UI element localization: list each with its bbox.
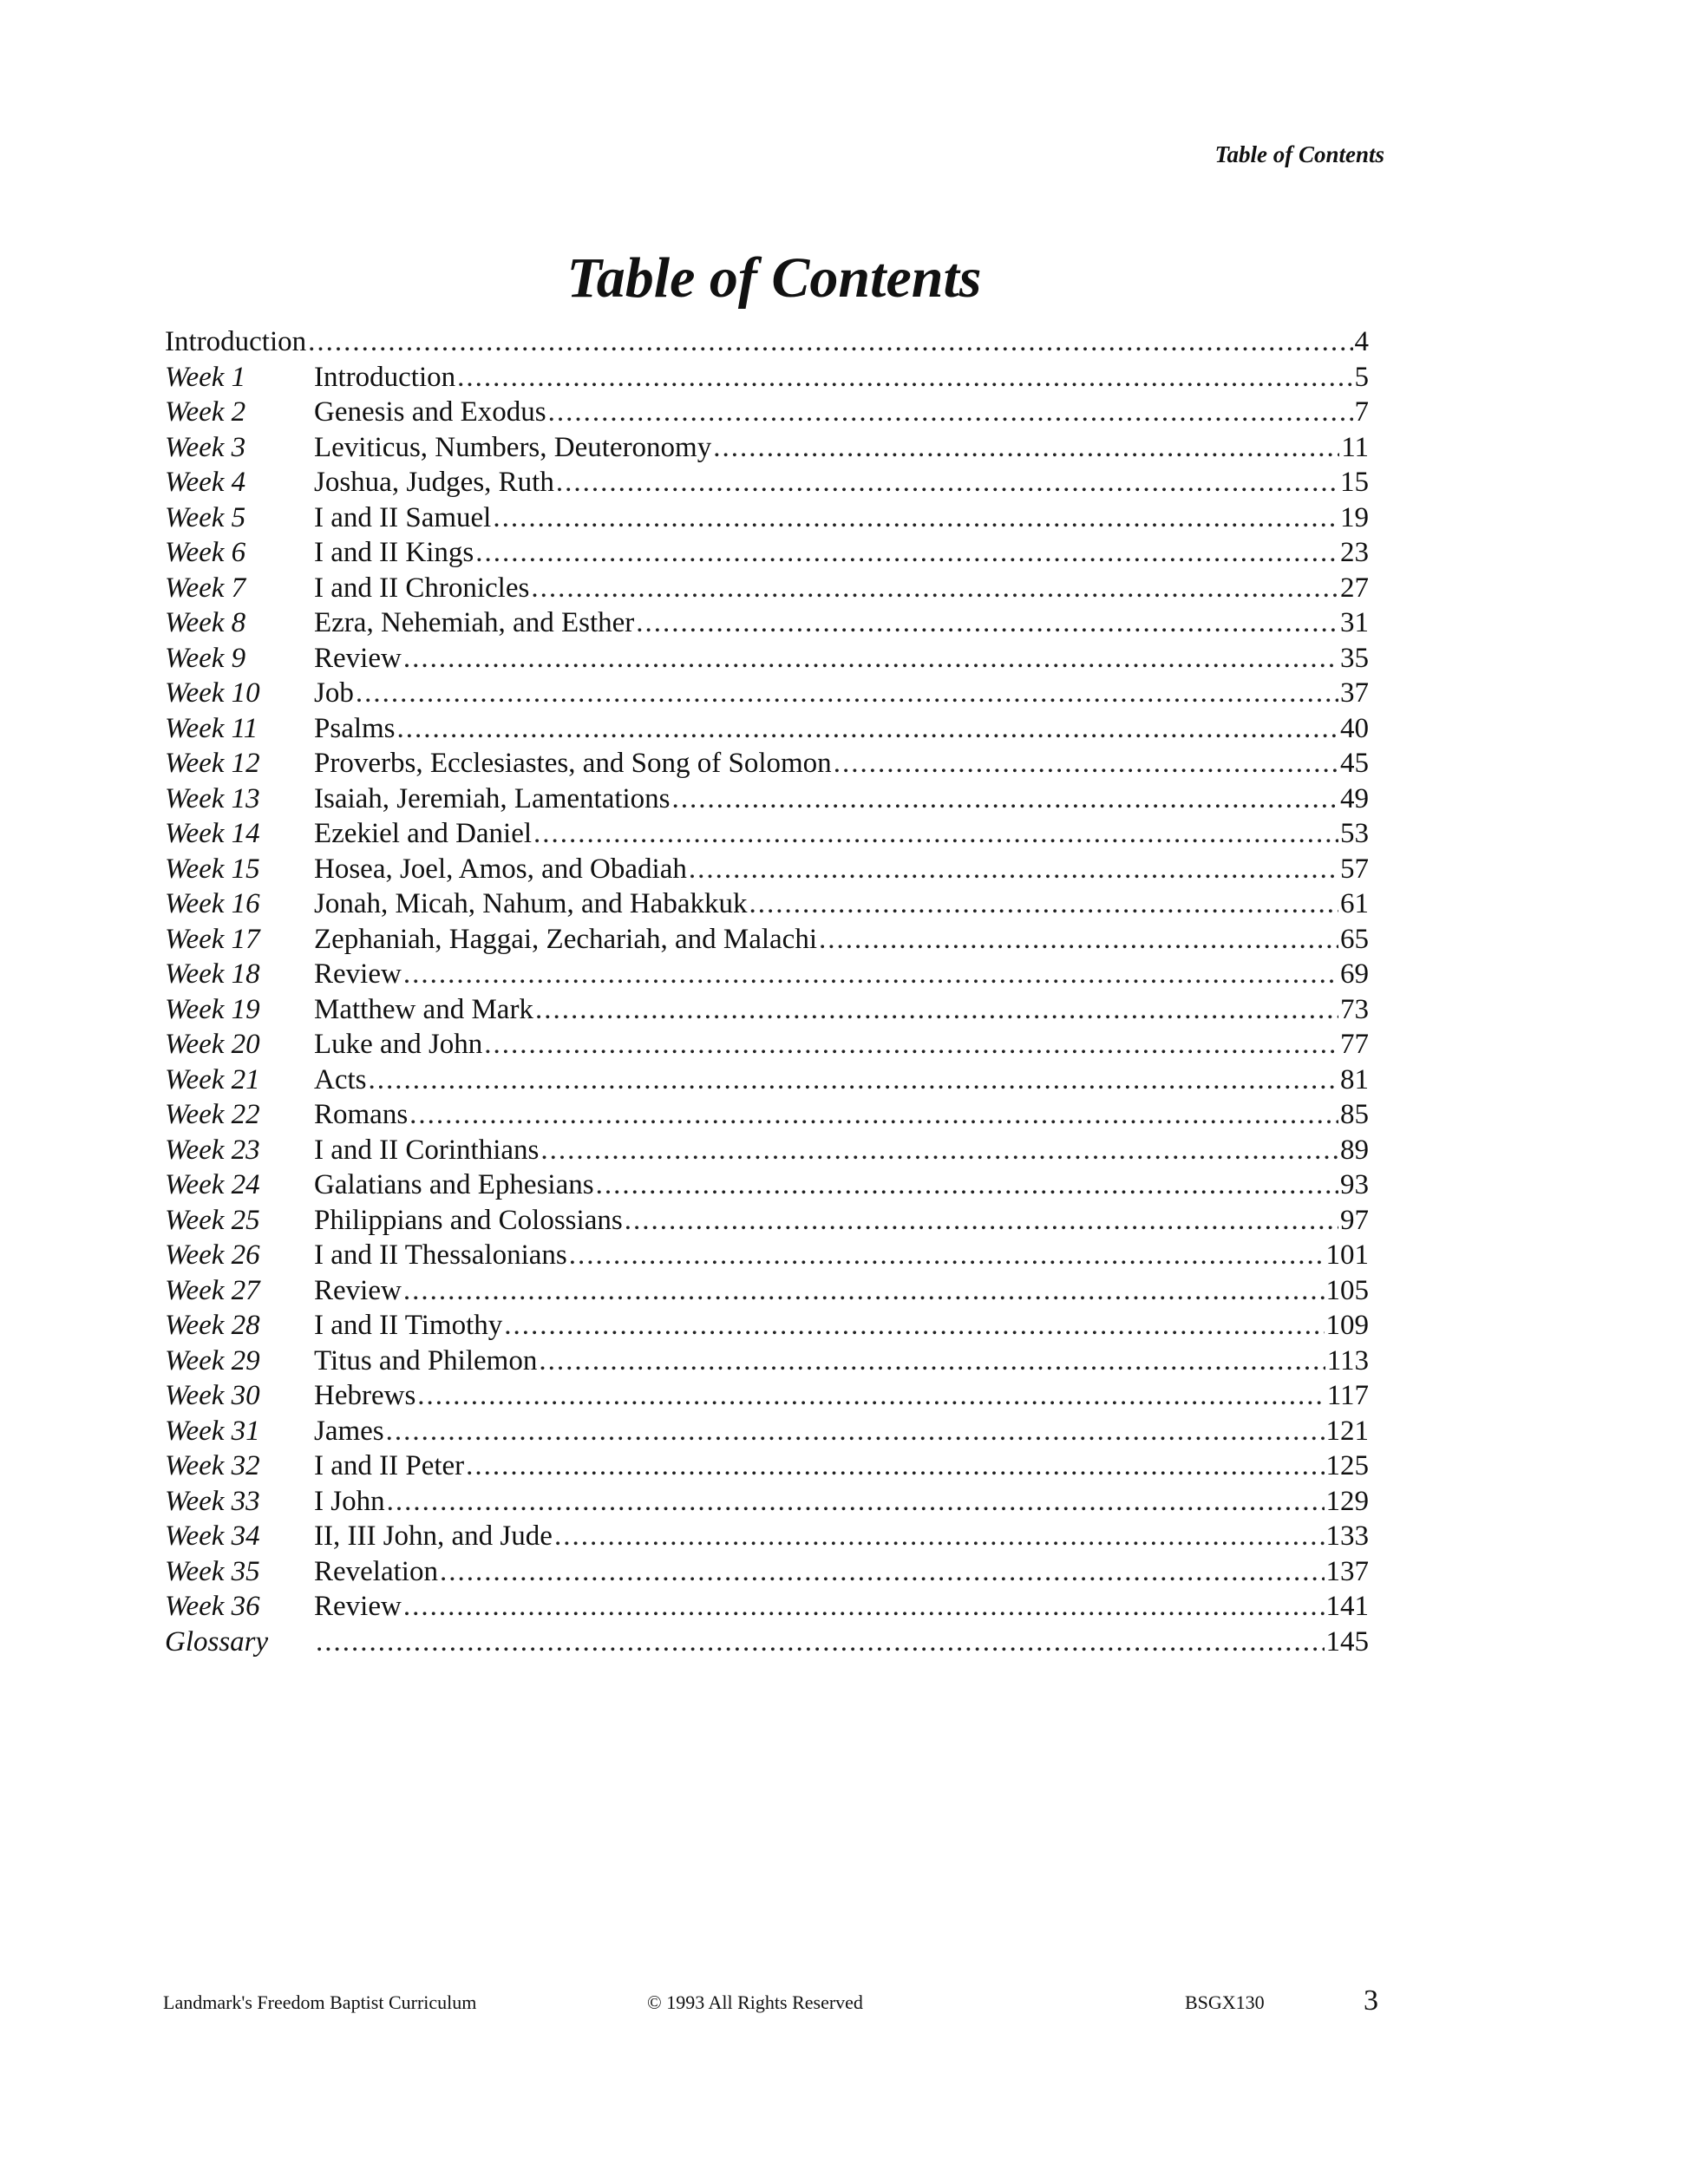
toc-entry-title: I and II Corinthians — [314, 1134, 540, 1166]
toc-dot-leader — [417, 1378, 1325, 1413]
toc-entry-page: 141 — [1325, 1591, 1369, 1622]
toc-entry-page: 77 — [1340, 1029, 1369, 1060]
toc-entry-title: Romans — [314, 1099, 409, 1130]
toc-entry-label: Week 20 — [165, 1029, 260, 1060]
footer-code: BSGX130 — [1185, 1991, 1265, 2013]
toc-row[interactable] — [165, 605, 1369, 641]
toc-entry-title: Job — [314, 677, 354, 709]
toc-entry-label: Week 15 — [165, 853, 260, 885]
toc-entry-label: Week 29 — [165, 1344, 260, 1376]
toc-row[interactable] — [165, 1344, 1369, 1379]
toc-entry-page: 73 — [1340, 993, 1369, 1025]
toc-entry-page: 40 — [1340, 712, 1369, 744]
footer-curriculum: Landmark's Freedom Baptist Curriculum — [163, 1991, 477, 2013]
toc-entry-title: Introduction — [314, 361, 456, 393]
toc-entry-label: Week 1 — [165, 361, 246, 393]
toc-entry-label: Week 33 — [165, 1485, 260, 1517]
toc-entry-page: 125 — [1325, 1450, 1369, 1481]
toc-dot-leader — [554, 1519, 1325, 1553]
toc-entry-label: Week 16 — [165, 888, 260, 919]
toc-entry-page: 7 — [1354, 396, 1369, 428]
toc-entry-page: 37 — [1340, 677, 1369, 709]
toc-row[interactable] — [165, 1273, 1369, 1309]
toc-entry-title: Jonah, Micah, Nahum, and Habakkuk — [314, 888, 748, 919]
toc-dot-leader — [387, 1484, 1325, 1519]
toc-entry-page: 4 — [1354, 326, 1369, 357]
toc-entry-label: Week 14 — [165, 818, 260, 849]
toc-entry-page: 137 — [1325, 1555, 1369, 1587]
toc-dot-leader — [531, 571, 1338, 605]
toc-dot-leader — [548, 395, 1353, 429]
toc-row[interactable] — [165, 500, 1369, 536]
toc-entry-label: Week 2 — [165, 396, 246, 428]
toc-dot-leader — [356, 676, 1338, 710]
toc-dot-leader — [457, 360, 1352, 395]
toc-entry-title: I and II Peter — [314, 1450, 465, 1481]
toc-entry-page: 5 — [1354, 361, 1369, 393]
toc-entry-title: Review — [314, 1591, 402, 1622]
toc-dot-leader — [504, 1308, 1324, 1343]
toc-entry-label: Week 19 — [165, 993, 260, 1025]
toc-entry-label: Week 24 — [165, 1169, 260, 1200]
toc-entry-title: Genesis and Exodus — [314, 396, 546, 428]
toc-row[interactable] — [165, 465, 1369, 500]
toc-entry-label: Week 8 — [165, 607, 246, 638]
toc-entry-page: 145 — [1325, 1625, 1369, 1658]
toc-row[interactable] — [165, 1484, 1369, 1520]
toc-entry-page: 101 — [1325, 1239, 1369, 1271]
toc-entry-label: Week 30 — [165, 1380, 260, 1411]
toc-row[interactable] — [165, 360, 1369, 396]
toc-dot-leader — [556, 465, 1338, 500]
toc-row[interactable] — [165, 571, 1369, 606]
toc-row[interactable] — [165, 1519, 1369, 1554]
toc-dot-leader — [749, 886, 1338, 921]
toc-entry-title: Galatians and Ephesians — [314, 1169, 594, 1200]
toc-entry-label: Week 22 — [165, 1099, 260, 1130]
toc-dot-leader — [440, 1554, 1325, 1589]
toc-row[interactable] — [165, 886, 1369, 922]
toc-row[interactable] — [165, 816, 1369, 852]
toc-entry-page: 97 — [1340, 1204, 1369, 1236]
toc-row[interactable] — [165, 1097, 1369, 1133]
page-title: Table of Contents — [566, 246, 982, 310]
toc-entry-label: Week 34 — [165, 1520, 260, 1552]
footer-copyright: © 1993 All Rights Reserved — [647, 1991, 863, 2013]
toc-entry-title: Titus and Philemon — [314, 1344, 538, 1376]
toc-dot-leader — [475, 535, 1338, 570]
toc-row[interactable] — [165, 1378, 1369, 1414]
toc-entry-page: 15 — [1340, 467, 1369, 498]
toc-entry-label: Week 9 — [165, 642, 246, 674]
toc-entry-label: Week 11 — [165, 712, 258, 744]
toc-dot-leader — [689, 852, 1338, 886]
toc-row[interactable] — [165, 992, 1369, 1028]
toc-row[interactable] — [165, 1554, 1369, 1590]
toc-entry-page: 57 — [1340, 853, 1369, 885]
toc-entry-title: Zephaniah, Haggai, Zechariah, and Malachi — [314, 923, 817, 955]
toc-entry-title: Proverbs, Ecclesiastes, and Song of Solomon — [314, 748, 832, 779]
toc-intro-row[interactable] — [165, 324, 1369, 360]
toc-entry-page: 113 — [1326, 1344, 1369, 1376]
toc-entry-title: I and II Samuel — [314, 501, 492, 533]
toc-entry-label: Week 12 — [165, 748, 260, 779]
toc-dot-leader — [834, 746, 1338, 781]
toc-row[interactable] — [165, 1589, 1369, 1625]
toc-entry-title: Joshua, Judges, Ruth — [314, 467, 554, 498]
toc-entry-title: Review — [314, 1274, 402, 1306]
toc-dot-leader — [672, 781, 1338, 816]
toc-entry-title: Isaiah, Jeremiah, Lamentations — [314, 782, 671, 814]
toc-row[interactable] — [165, 711, 1369, 747]
toc-row[interactable] — [165, 1238, 1369, 1273]
toc-entry-page: 69 — [1340, 958, 1369, 990]
toc-entry-title: Ezra, Nehemiah, and Esther — [314, 607, 635, 638]
toc-entry-page: 35 — [1340, 642, 1369, 674]
toc-entry-title: Introduction — [165, 326, 307, 357]
toc-entry-page: 81 — [1340, 1063, 1369, 1095]
toc-entry-title: Hosea, Joel, Amos, and Obadiah — [314, 853, 687, 885]
toc-entry-title: Philippians and Colossians — [314, 1204, 623, 1236]
toc-entry-page: 31 — [1340, 607, 1369, 638]
toc-row[interactable] — [165, 1133, 1369, 1168]
toc-entry-page: 49 — [1340, 782, 1369, 814]
toc-entry-title: James — [314, 1415, 384, 1447]
toc-entry-label: Glossary — [165, 1625, 269, 1658]
toc-entry-page: 85 — [1340, 1099, 1369, 1130]
toc-entry-page: 27 — [1340, 572, 1369, 604]
toc-dot-leader — [409, 1097, 1338, 1132]
toc-dot-leader — [403, 957, 1338, 991]
toc-entry-page: 61 — [1340, 888, 1369, 919]
toc-dot-leader — [535, 992, 1338, 1027]
toc-entry-title: I and II Chronicles — [314, 572, 530, 604]
toc-entry-title: Hebrews — [314, 1380, 416, 1411]
toc-dot-leader — [369, 1063, 1339, 1097]
toc-entry-label: Week 26 — [165, 1239, 260, 1271]
toc-entry-label: Week 17 — [165, 923, 260, 955]
toc-dot-leader — [493, 500, 1338, 535]
toc-entry-page: 45 — [1340, 748, 1369, 779]
toc-dot-leader — [540, 1133, 1338, 1167]
toc-entry-page: 117 — [1326, 1380, 1369, 1411]
toc-entry-label: Week 32 — [165, 1450, 260, 1481]
toc-entry-page: 23 — [1340, 537, 1369, 568]
toc-dot-leader — [403, 641, 1338, 676]
toc-row[interactable] — [165, 922, 1369, 958]
toc-row[interactable] — [165, 1027, 1369, 1063]
toc-entry-label: Week 23 — [165, 1134, 260, 1166]
toc-row[interactable] — [165, 641, 1369, 677]
toc-dot-leader — [316, 1625, 1325, 1659]
toc-entry-page: 65 — [1340, 923, 1369, 955]
toc-row[interactable] — [165, 535, 1369, 571]
page-footer — [0, 1985, 1688, 2019]
toc-entry-title: I John — [314, 1485, 385, 1517]
toc-entry-page: 89 — [1340, 1134, 1369, 1166]
toc-dot-leader — [466, 1448, 1324, 1483]
toc-dot-leader — [403, 1589, 1325, 1624]
toc-entry-title: Acts — [314, 1063, 367, 1095]
toc-entry-page: 19 — [1340, 501, 1369, 533]
toc-dot-leader — [397, 711, 1338, 746]
toc-entry-label: Week 6 — [165, 537, 246, 568]
toc-entry-title: I and II Thessalonians — [314, 1239, 567, 1271]
toc-dot-leader — [308, 324, 1352, 359]
toc-entry-label: Week 18 — [165, 958, 260, 990]
toc-entry-page: 133 — [1325, 1520, 1369, 1552]
toc-entry-title: II, III John, and Jude — [314, 1520, 553, 1552]
toc-entry-title: Review — [314, 958, 402, 990]
toc-entry-page: 129 — [1325, 1485, 1369, 1517]
toc-row[interactable] — [165, 1167, 1369, 1203]
toc-entry-label: Week 27 — [165, 1274, 260, 1306]
toc-row[interactable] — [165, 1448, 1369, 1484]
toc-entry-label: Week 21 — [165, 1063, 260, 1095]
toc-entry-label: Week 25 — [165, 1204, 260, 1236]
toc-entry-title: Psalms — [314, 712, 396, 744]
toc-entry-title: Leviticus, Numbers, Deuteronomy — [314, 431, 712, 463]
toc-row[interactable] — [165, 676, 1369, 711]
toc-entry-label: Week 36 — [165, 1591, 260, 1622]
toc-entry-label: Week 4 — [165, 467, 246, 498]
toc-entry-label: Week 13 — [165, 782, 260, 814]
toc-dot-leader — [819, 922, 1338, 957]
toc-entry-label: Week 7 — [165, 572, 246, 604]
toc-row[interactable] — [165, 957, 1369, 992]
toc-dot-leader — [625, 1203, 1338, 1238]
toc-dot-leader — [636, 605, 1338, 640]
table-of-contents — [165, 324, 1369, 1659]
toc-row[interactable] — [165, 1414, 1369, 1449]
toc-entry-label: Week 35 — [165, 1555, 260, 1587]
toc-entry-page: 121 — [1325, 1415, 1369, 1447]
toc-entry-page: 93 — [1340, 1169, 1369, 1200]
toc-entry-page: 53 — [1340, 818, 1369, 849]
toc-dot-leader — [713, 430, 1339, 465]
toc-row[interactable] — [165, 430, 1369, 466]
page-number: 3 — [1364, 1985, 1378, 2017]
toc-row[interactable] — [165, 746, 1369, 781]
toc-row[interactable] — [165, 1063, 1369, 1098]
running-header: Table of Contents — [1214, 141, 1384, 167]
toc-entry-title: I and II Kings — [314, 537, 474, 568]
toc-entry-page: 105 — [1325, 1274, 1369, 1306]
toc-row[interactable] — [165, 395, 1369, 430]
toc-row[interactable] — [165, 781, 1369, 817]
toc-entry-label: Week 5 — [165, 501, 246, 533]
toc-dot-leader — [596, 1167, 1338, 1202]
toc-entry-title: Review — [314, 642, 402, 674]
toc-entry-title: Matthew and Mark — [314, 993, 533, 1025]
toc-row[interactable] — [165, 1203, 1369, 1239]
toc-entry-page: 109 — [1325, 1310, 1369, 1341]
toc-entry-label: Week 10 — [165, 677, 260, 709]
toc-dot-leader — [533, 816, 1338, 851]
toc-entry-label: Week 28 — [165, 1310, 260, 1341]
toc-dot-leader — [386, 1414, 1325, 1448]
toc-row[interactable] — [165, 1625, 1369, 1660]
toc-row[interactable] — [165, 1308, 1369, 1344]
toc-entry-title: Ezekiel and Daniel — [314, 818, 533, 849]
toc-dot-leader — [569, 1238, 1325, 1272]
toc-dot-leader — [403, 1273, 1325, 1308]
toc-entry-title: Revelation — [314, 1555, 438, 1587]
toc-entry-label: Week 3 — [165, 431, 246, 463]
toc-entry-title: Luke and John — [314, 1029, 483, 1060]
toc-row[interactable] — [165, 852, 1369, 887]
toc-entry-title: I and II Timothy — [314, 1310, 503, 1341]
toc-entry-list — [165, 360, 1369, 1660]
toc-dot-leader — [484, 1027, 1338, 1062]
toc-entry-label: Week 31 — [165, 1415, 260, 1447]
toc-dot-leader — [539, 1344, 1325, 1378]
toc-entry-page: 11 — [1341, 431, 1369, 463]
